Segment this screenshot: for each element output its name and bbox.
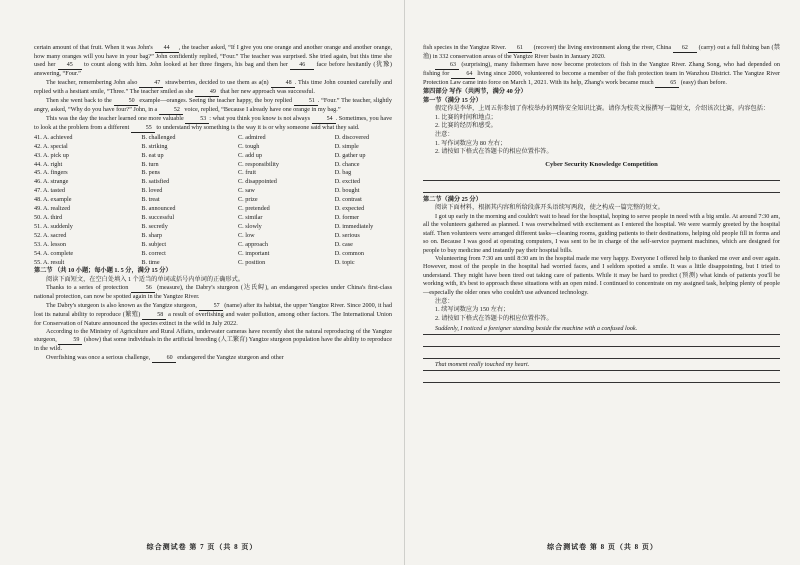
text-run: . Sometimes, you have to look at the problem from a different: [34, 114, 392, 131]
cloze-paragraph-4: [34, 115, 392, 133]
text-run: certain amount of that fruit. When it was John's: [34, 44, 155, 51]
option-choice: B. satisfied: [141, 178, 170, 186]
answer-line: [423, 335, 780, 347]
story-paragraph-2: Volunteering from 7:30 am until 8:30 am in the hospital made me very happy. Everyone I offered help to thanked me over and over again. However, most of the people in the hospital had worried faces, and I seldom spotted a smile. It was a little disappointing, but I tried to understand. They might have been tired out taking care of patients. While it may be hard to predict (预测) what kinds of patients you'll be working with, it's best to approach these situations with an open mind. I continued to concentrate on my assigned task, helping plenty of people—especially the older ones who couldn't use advanced technology.: [423, 254, 780, 296]
text-run: According to the Ministry of Agriculture and Rural Affairs, underwater cameras have recently shot the natural reproducing of the Yangtze sturgeon,: [34, 328, 392, 344]
section-2-heading: 第二节 （共 10 小题；每小题 1. 5 分，满分 15 分）: [34, 267, 172, 275]
answer-blank: 64: [451, 71, 475, 79]
option-row: [34, 241, 392, 249]
continuation-note-1: 1. 续写词数应为 150 左右；: [435, 306, 510, 314]
answer-blank: 44: [155, 45, 179, 53]
writing-point-2: 2. 比赛的经历和感受。: [435, 122, 497, 130]
text-run: (measure), the Dabry's sturgeon (达氏鲟), an endangered species under China's first-class national protection, can now be spotted again in the Yangtze River.: [34, 284, 392, 301]
text-run: . “Four.” The teacher, slightly angry, asked, “Why do you have four?” John, in a: [34, 96, 392, 113]
continuation-note-2: 2. 请按如下格式在答题卡的相应位置作答。: [435, 314, 553, 322]
answer-line: [423, 371, 780, 383]
answer-line: [423, 181, 780, 193]
answer-blank: 57: [199, 303, 223, 311]
option-choice: C. pretended: [238, 205, 270, 213]
text-run: voice, replied, “Because I already have one orange in my bag.”: [182, 105, 341, 113]
option-choice: D. case: [334, 240, 353, 248]
answer-blank: 48: [271, 80, 295, 88]
writing-note-1: 1. 写作词数应为 80 左右；: [435, 139, 507, 147]
option-choice: D. bag: [334, 169, 352, 177]
option-choice: C. responsibility: [238, 160, 279, 168]
option-choice: D. immediately: [334, 222, 374, 230]
option-choice: 51. A. suddenly: [34, 222, 73, 230]
option-choice: C. admired: [238, 133, 266, 141]
option-choice: B. challenged: [141, 133, 176, 141]
exam-page-8: [404, 0, 800, 565]
option-choice: 54. A. complete: [34, 249, 74, 257]
option-row: [34, 134, 392, 142]
option-choice: B. loved: [141, 187, 163, 195]
option-choice: B. treat: [141, 196, 160, 204]
grammar-paragraph-3: [34, 328, 392, 354]
answer-blank: 56: [131, 285, 155, 293]
text-run: This was the day the teacher learned one more valuable: [46, 114, 186, 122]
option-row: [34, 178, 392, 186]
option-row: [34, 250, 392, 258]
section-2-instruction: 阅读下面短文，在空白处填入 1 个适当的单词或括号内单词的正确形式。: [46, 275, 244, 283]
option-choice: 50. A. third: [34, 213, 63, 221]
note-label-1: 注意：: [435, 131, 454, 139]
option-choice: 42. A. special: [34, 142, 68, 150]
option-choice: D. common: [334, 249, 364, 257]
answer-blank: 62: [673, 45, 697, 53]
option-choice: 48. A. example: [34, 196, 72, 204]
text-run: example—oranges. Seeing the teacher happy, the boy replied: [137, 96, 294, 104]
option-choice: 41. A. achieved: [34, 133, 73, 141]
answer-blank: 50: [114, 98, 138, 106]
answer-line: [423, 169, 780, 181]
opening-line-1: Suddenly, I noticed a foreigner standing beside the machine with a confused look.: [423, 323, 780, 335]
option-choice: B. eat up: [141, 151, 164, 159]
text-run: (surprising), many fishermen have now become protectors of fish in the Yangtze River. Zhang Song, who had depended on fishing for: [423, 61, 780, 78]
option-choice: B. correct: [141, 249, 166, 257]
writing-point-1: 1. 比赛的时间和地点；: [435, 113, 497, 121]
cloze-paragraph-2: [34, 79, 392, 97]
note-label-2: 注意：: [435, 297, 454, 305]
option-choice: C. tough: [238, 142, 260, 150]
option-choice: C. fruit: [238, 169, 256, 177]
option-choice: C. low: [238, 231, 255, 239]
text-run: The Dabry's sturgeon is also known as the Yangtze sturgeon,: [46, 301, 199, 309]
text-run: (recover) the living environment along the river, China: [531, 44, 673, 51]
text-run: (show) that some individuals in the artificial breeding (人工繁育) Yangtze sturgeon population have the ability to reproduce in the wild.: [34, 336, 392, 353]
answer-blank: 59: [58, 337, 82, 345]
option-choice: D. chance: [334, 160, 360, 168]
answer-blank: 58: [142, 312, 166, 320]
answer-blank: 51: [294, 98, 318, 106]
text-run: Overfishing was once a serious challenge,: [46, 353, 152, 361]
answer-blank: 52: [159, 107, 183, 115]
option-choice: 52. A. sacred: [34, 231, 67, 239]
option-choice: B. subject: [141, 240, 167, 248]
writing-note-2: 2. 请按如下格式在答题卡的相应位置作答。: [435, 148, 553, 156]
answer-line: [423, 347, 780, 359]
option-choice: B. pens: [141, 169, 160, 177]
cloze-options-list: [34, 134, 392, 267]
option-row: [34, 223, 392, 231]
option-choice: 43. A. pick up: [34, 151, 69, 159]
option-choice: C. similar: [238, 213, 263, 221]
option-choice: B. striking: [141, 142, 168, 150]
option-choice: 55. A. result: [34, 258, 65, 266]
option-choice: D. excited: [334, 178, 361, 186]
option-choice: D. former: [334, 213, 360, 221]
opening-line-2: That moment really touched my heart.: [423, 359, 780, 371]
option-choice: C. prize: [238, 196, 258, 204]
text-run: Thanks to a series of protection: [46, 284, 131, 292]
text-run: face before hesitantly (犹豫) answering, “Four.”: [34, 61, 392, 78]
option-choice: C. add up: [238, 151, 262, 159]
option-row: [34, 205, 392, 213]
option-choice: B. successful: [141, 213, 175, 221]
option-choice: D. gather up: [334, 151, 366, 159]
option-choice: C. position: [238, 258, 266, 266]
text-run: that her new approach was successful.: [218, 87, 315, 95]
grammar-paragraph-5: [423, 61, 780, 88]
option-choice: D. contrast: [334, 196, 362, 204]
text-run: . This time John counted carefully and replied with a hesitant smile, “Three.” The teacher smiled as she: [34, 78, 393, 95]
option-row: [34, 169, 392, 177]
answer-blank: 55: [131, 125, 155, 133]
option-choice: D. bought: [334, 187, 360, 195]
option-choice: D. simple: [334, 142, 359, 150]
option-choice: D. expected: [334, 205, 365, 213]
text-run: (carry) out a full fishing ban (禁渔) in 332 conservation areas of the Yangtze River basin in January 2020.: [423, 44, 780, 60]
story-paragraph-1: I got up early in the morning and couldn't wait to head for the hospital, hoping to serve people in need with a big smile. At around 7:30 am, all the volunteers gathered as planned. I was overwhelmed with excitement as I entered the hospital. We were warmly greeted by the hospital staff. Then volunteers were arranged different tasks—cleaning rooms, guiding patients to their destinations, helping old people fill in forms and so on. Because I was good at operating computers, I was sent to be in charge of the self-service payment machines, which are designed for people to buy medicine and instantly pay their hospital bills.: [423, 212, 780, 254]
grammar-paragraph-4-continued: [423, 44, 780, 61]
page-footer-8: 综合测试卷 第 8 页（共 8 页）: [547, 542, 658, 551]
option-row: [34, 143, 392, 151]
option-choice: D. topic: [334, 258, 355, 266]
essay-title: Cyber Security Knowledge Competition: [545, 160, 658, 168]
answer-blank: 54: [312, 116, 336, 124]
text-run: living since 2000, volunteered to become a member of the fish protection team in Wanzhou District. The Yangtze River Protection Law came into force on March 1, 2021. With its help, Zhang's work became much: [423, 70, 780, 87]
option-choice: 46. A. strange: [34, 178, 69, 186]
grammar-paragraph-1: [34, 284, 392, 301]
option-choice: D. discovered: [334, 133, 370, 141]
grammar-paragraph-2: [34, 302, 392, 328]
answer-blank: 45: [58, 62, 82, 70]
option-choice: C. approach: [238, 240, 268, 248]
option-choice: B. secretly: [141, 222, 168, 230]
writing-section-2-prompt: 阅读下面材料，根据其内容和所给段落开头语续写两段，使之构成一篇完整的短文。: [435, 204, 664, 212]
text-run: fish species in the Yangtze River.: [423, 44, 508, 51]
option-row: [34, 152, 392, 160]
text-run: (name) after its habitat, the upper Yangtze River. Since 2000, it had lost its natural ability to reproduce (繁殖): [34, 301, 392, 318]
option-row: [34, 259, 392, 267]
writing-section-2-heading: 第二节（满分 25 分）: [423, 196, 482, 204]
option-choice: 45. A. fingers: [34, 169, 68, 177]
text-run: strawberries, decided to use them as a(n): [163, 78, 271, 86]
text-run: a result of overfishing and water pollution, among other factors. The International Union for Conservation of Nature announced the species extinct in the wild in July 2022.: [34, 310, 392, 327]
answer-blank: 49: [195, 89, 219, 97]
option-choice: 49. A. realized: [34, 205, 71, 213]
option-choice: B. turn: [141, 160, 159, 168]
answer-blank: 61: [508, 45, 532, 53]
answer-blank: 65: [655, 80, 679, 88]
option-choice: B. announced: [141, 205, 176, 213]
part-4-heading: 第四部分 写作（共两节，满分 40 分）: [423, 88, 527, 96]
answer-blank: 63: [435, 62, 459, 70]
option-row: [34, 196, 392, 204]
option-row: [34, 214, 392, 222]
writing-section-1-prompt: 假定你是李华，上周五你参加了你校举办的网络安全知识比赛。请你为校英文报撰写一篇短文，介绍该次比赛，内容包括：: [435, 105, 770, 113]
answer-blank: 46: [290, 62, 314, 70]
option-choice: B. sharp: [141, 231, 163, 239]
text-run: endangered the Yangtze sturgeon and other: [175, 353, 284, 361]
text-run: (easy) than before.: [679, 79, 727, 87]
cloze-paragraph-continued: [34, 44, 392, 79]
option-choice: C. saw: [238, 187, 255, 195]
option-choice: 44. A. right: [34, 160, 63, 168]
answer-blank: 47: [139, 80, 163, 88]
option-row: [34, 161, 392, 169]
option-row: [34, 232, 392, 240]
text-run: , the teacher asked, “If I give you one orange and another orange and another orange, how many oranges will you have in your bag?” John confidently replied, “Four.” The teacher was surprised. She tried again, but this time she used her: [34, 44, 392, 69]
option-choice: C. important: [238, 249, 270, 257]
option-choice: 53. A. lesson: [34, 240, 66, 248]
answer-blank: 53: [185, 116, 209, 124]
text-run: The teacher, remembering John also: [46, 78, 140, 86]
option-choice: 47. A. tasted: [34, 187, 65, 195]
option-choice: C. slowly: [238, 222, 262, 230]
text-run: to understand why something is the way it is or why someone said what they said.: [154, 123, 360, 131]
cloze-paragraph-3: [34, 97, 392, 115]
option-choice: B. time: [141, 258, 160, 266]
answer-blank: 60: [152, 355, 176, 363]
option-row: [34, 187, 392, 195]
option-choice: D. serious: [334, 231, 360, 239]
text-run: : what you think you know is not always: [209, 114, 312, 122]
page-footer-7: 综合测试卷 第 7 页（共 8 页）: [146, 542, 258, 551]
text-run: to count along with him. John looked at her three fingers, his bag and then her: [81, 61, 291, 69]
grammar-paragraph-4: [34, 354, 392, 363]
text-run: Then she went back to the: [46, 96, 114, 104]
option-choice: C. disappointed: [238, 178, 277, 186]
writing-section-1-heading: 第一节（满分 15 分）: [423, 96, 482, 104]
